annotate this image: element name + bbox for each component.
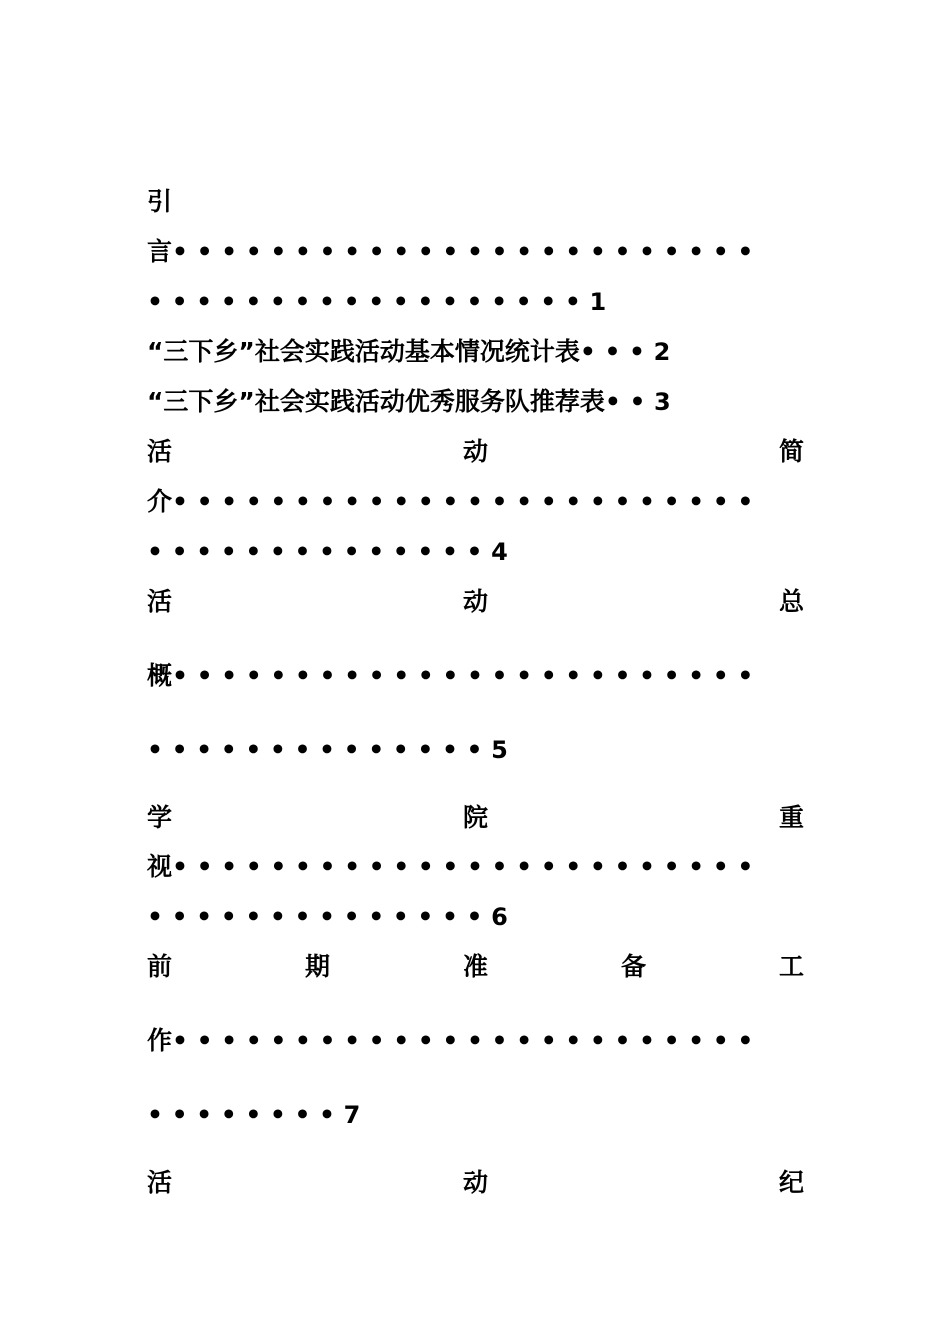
toc-char: 活: [147, 1168, 173, 1197]
toc-entry-text: “三下乡”社会实践活动优秀服务队推荐表: [147, 387, 605, 416]
toc-char: 重: [778, 803, 804, 832]
toc-team-table: [147, 382, 804, 422]
toc-intro-line: [147, 232, 804, 272]
toc-char: 准: [462, 952, 488, 981]
toc-char: 院: [462, 803, 488, 832]
toc-char: 作: [147, 1026, 173, 1055]
toc-char: 动: [462, 587, 488, 616]
toc-char: 引: [147, 187, 173, 216]
leader-dots: ••••••••: [147, 1100, 344, 1129]
page-number: 4: [491, 538, 508, 566]
toc-intro-head: [147, 182, 804, 222]
toc-char: 简: [778, 437, 804, 466]
leader-dots: ••••••••••••••••••••••••: [172, 1026, 762, 1055]
toc-college-line: [147, 847, 804, 887]
leader-dots: •••: [579, 337, 654, 366]
toc-char: 总: [778, 587, 804, 616]
toc-brief-page-line: [147, 532, 804, 572]
toc-brief-head: [147, 432, 804, 472]
toc-char: 期: [304, 952, 330, 981]
page-number: 7: [343, 1101, 361, 1129]
page-number: 1: [589, 288, 607, 316]
toc-college-head: [147, 798, 804, 838]
leader-dots: ••••••••••••••••••••••••: [172, 661, 762, 690]
leader-dots: ••••••••••••••: [147, 735, 492, 764]
toc-brief-line: [147, 482, 804, 522]
toc-char: 活: [147, 437, 173, 466]
toc-char: 工: [778, 952, 804, 981]
toc-char: 纪: [778, 1168, 804, 1197]
toc-char: 概: [147, 661, 173, 690]
toc-prep-head: [147, 947, 804, 987]
toc-overview-line: [147, 656, 804, 696]
toc-prep-line: [147, 1021, 804, 1061]
page-number: 2: [653, 338, 671, 366]
leader-dots: ••••••••••••••••••••••••: [172, 852, 762, 881]
toc-char: 动: [462, 437, 488, 466]
toc-char: 前: [147, 952, 173, 981]
toc-char: 活: [147, 587, 173, 616]
toc-char: 备: [620, 952, 646, 981]
toc-chronicle-head: [147, 1163, 804, 1203]
leader-dots: ••••••••••••••••••••••••: [172, 487, 762, 516]
toc-char: 介: [147, 487, 173, 516]
leader-dots: ••: [604, 387, 655, 416]
leader-dots: ••••••••••••••: [147, 902, 492, 931]
leader-dots: ••••••••••••••••••: [147, 287, 590, 316]
toc-college-page-line: [147, 897, 804, 937]
toc-char: 学: [147, 803, 173, 832]
toc-overview-page-line: [147, 730, 804, 770]
toc-char: 言: [147, 237, 173, 266]
toc-overview-head: [147, 582, 804, 622]
leader-dots: ••••••••••••••: [147, 537, 492, 566]
toc-prep-page-line: [147, 1095, 804, 1135]
page-number: 5: [491, 736, 508, 764]
toc-entry-text: “三下乡”社会实践活动基本情况统计表: [147, 337, 580, 366]
toc-char: 视: [147, 852, 173, 881]
toc-intro-page-line: [147, 282, 804, 322]
page-number: 3: [654, 388, 671, 416]
leader-dots: ••••••••••••••••••••••••: [172, 237, 762, 266]
toc-stats-table: [147, 332, 804, 372]
page-number: 6: [491, 903, 508, 931]
toc-char: 动: [462, 1168, 488, 1197]
